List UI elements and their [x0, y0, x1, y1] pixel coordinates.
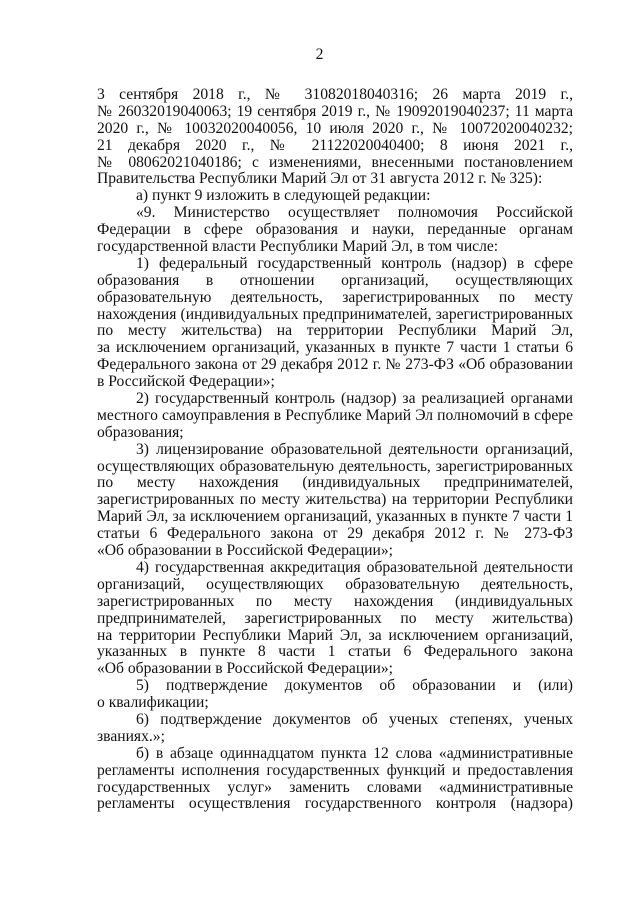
- text-line: Марий Эл, за исключением организаций, указанных в пункте 7 части 1: [97, 509, 573, 526]
- text-line: 4) государственная аккредитация образовательной деятельности: [136, 559, 573, 576]
- text-line: образовательную деятельность, зарегистрированных по месту: [97, 289, 573, 306]
- text-line: нахождения (индивидуальных предпринимателей, зарегистрированных: [97, 306, 573, 323]
- text-line: за исключением организаций, указанных в пункте 7 части 1 статьи 6: [97, 340, 573, 357]
- page-number: 2: [315, 46, 324, 63]
- text-line: 6) подтверждение документов об ученых степенях, ученых: [136, 711, 573, 728]
- text-line: «Об образовании в Российской Федерации»;: [97, 543, 393, 560]
- text-line: 5) подтверждение документов об образовании и (или): [136, 678, 573, 695]
- text-line: на территории Республики Марий Эл, за исключением организаций,: [97, 627, 573, 644]
- text-line: б) в абзаце одиннадцатом пункта 12 слова «административные: [136, 745, 573, 762]
- text-line: 1) федеральный государственный контроль (надзор) в сфере: [136, 255, 573, 272]
- text-line: «9. Министерство осуществляет полномочия Российской: [136, 205, 573, 222]
- text-line: местного самоуправления в Республике Марий Эл полномочий в сфере: [97, 407, 573, 424]
- text-line: организаций, осуществляющих образовательную деятельность,: [97, 576, 573, 593]
- text-line: образования;: [97, 424, 184, 441]
- text-line: а) пункт 9 изложить в следующей редакции:: [136, 188, 431, 205]
- text-line: 3 сентября 2018 г., № 31082018040316; 26 марта 2019 г.,: [97, 87, 573, 103]
- document-body: [97, 87, 573, 813]
- text-line: статьи 6 Федерального закона от 29 декабря 2012 г. № 273-ФЗ: [97, 526, 573, 543]
- text-line: государственной власти Республики Марий Эл, в том числе:: [97, 239, 499, 256]
- text-line: № 08062021040186; с изменениями, внесенными постановлением: [97, 154, 573, 171]
- text-line: 3) лицензирование образовательной деятельности организаций,: [136, 441, 573, 458]
- text-line: зарегистрированных по месту жительства) на территории Республики: [97, 492, 573, 509]
- text-line: Федерации в сфере образования и науки, переданные органам: [97, 222, 573, 239]
- text-line: 21 декабря 2020 г., № 21122020040400; 8 июня 2021 г.,: [97, 137, 573, 154]
- text-line: по месту нахождения (индивидуальных предпринимателей,: [97, 475, 573, 492]
- text-line: о квалификации;: [97, 695, 209, 712]
- text-line: указанных в пункте 8 части 1 статьи 6 Федерального закона: [97, 644, 573, 661]
- text-line: 2) государственный контроль (надзор) за реализацией органами: [136, 391, 573, 408]
- text-line: 2020 г., № 10032020040056, 10 июля 2020 г., № 10072020040232;: [97, 120, 573, 137]
- text-line: в Российской Федерации»;: [97, 374, 275, 391]
- text-line: государственных услуг» заменить словами «административные: [97, 779, 573, 796]
- text-line: № 26032019040063; 19 сентября 2019 г., № 19092019040237; 11 марта: [97, 103, 573, 120]
- text-line: регламенты исполнения государственных функций и предоставления: [97, 762, 573, 779]
- text-line: образования в отношении организаций, осуществляющих: [97, 272, 573, 289]
- text-line: зарегистрированных по месту нахождения (индивидуальных: [97, 593, 573, 610]
- text-line: званиях.»;: [97, 728, 165, 745]
- text-line: Федерального закона от 29 декабря 2012 г. № 273-ФЗ «Об образовании: [97, 357, 573, 374]
- text-line: «Об образовании в Российской Федерации»;: [97, 661, 393, 678]
- text-line: Правительства Республики Марий Эл от 31 августа 2012 г. № 325):: [97, 171, 543, 188]
- text-line: регламенты осуществления государственного контроля (надзора): [97, 796, 573, 813]
- text-line: по месту жительства) на территории Республики Марий Эл,: [97, 323, 573, 340]
- text-line: предпринимателей, зарегистрированных по месту жительства): [97, 610, 573, 627]
- text-line: осуществляющих образовательную деятельность, зарегистрированных: [97, 458, 573, 475]
